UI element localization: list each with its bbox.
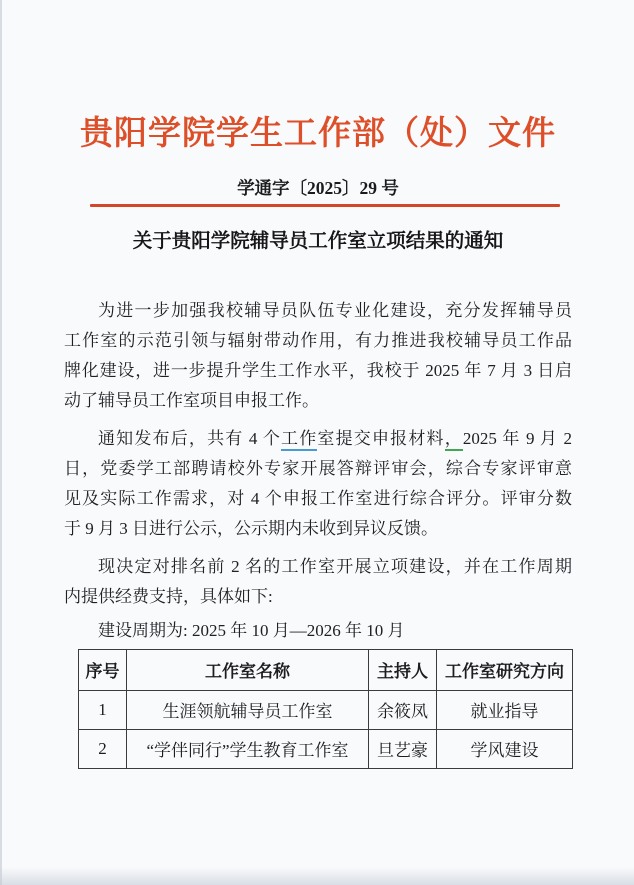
document-content — [0, 113, 634, 769]
text-segment: 通知发布后，共有 4 个 — [98, 428, 282, 448]
header-divider-rule — [90, 204, 560, 207]
text-segment: 2025 年 9 月 2 — [462, 428, 573, 448]
results-table — [78, 649, 573, 769]
table-cell-host: 余筱凤 — [369, 690, 437, 729]
table-row — [79, 690, 573, 729]
table-header-row — [79, 649, 573, 690]
paragraph-2 — [64, 424, 572, 544]
table-header-cell-index: 序号 — [79, 649, 127, 690]
text-line: 内提供经费支持，具体如下: — [64, 586, 273, 606]
table-cell-host: 旦艺豪 — [369, 729, 437, 768]
table-row — [79, 729, 573, 768]
text-line: 现决定对排名前 2 名的工作室开展立项建设，并在工作周期 — [98, 556, 572, 576]
blue-underline-mark: 工作 — [281, 429, 317, 451]
document-body — [64, 296, 572, 646]
document-header-title: 贵阳学院学生工作部（处）文件 — [80, 116, 556, 152]
paragraph-3 — [64, 552, 572, 612]
table-cell-index: 1 — [79, 690, 127, 729]
table-cell-index: 2 — [79, 729, 127, 768]
text-line: 牌化建设，进一步提升学生工作水平，我校于 2025 年 7 月 3 日启 — [64, 360, 572, 380]
text-line: 动了辅导员工作室项目申报工作。 — [64, 390, 319, 410]
notice-title: 关于贵阳学院辅导员工作室立项结果的通知 — [132, 230, 504, 252]
table-header-cell-host: 主持人 — [369, 649, 437, 690]
text-line: 工作室的示范引领与辐射带动作用，有力推进我校辅导员工作品 — [64, 330, 572, 350]
text-line: 于 9 月 3 日进行公示，公示期内未收到异议反馈。 — [64, 518, 438, 538]
table-cell-studio-name: 生涯领航辅导员工作室 — [127, 690, 369, 729]
text-line: 日，党委学工部聘请校外专家开展答辩评审会，综合专家评审意 — [64, 458, 572, 478]
construction-period-line: 建设周期为: 2025 年 10 月—2026 年 10 月 — [98, 620, 405, 640]
text-line: 为进一步加强我校辅导员队伍专业化建设，充分发挥辅导员 — [98, 300, 572, 320]
paragraph-1 — [64, 296, 572, 416]
table-cell-research-direction: 学风建设 — [437, 729, 573, 768]
table-cell-research-direction: 就业指导 — [437, 690, 573, 729]
table-cell-studio-name: “学伴同行”学生教育工作室 — [127, 729, 369, 768]
text-line: 见及实际工作需求，对 4 个申报工作室进行综合评分。评审分数 — [64, 488, 572, 508]
document-number: 学通字〔2025〕29 号 — [237, 178, 399, 198]
table-header-cell-studio-name: 工作室名称 — [127, 649, 369, 690]
green-underline-mark: ， — [445, 429, 463, 451]
text-line-with-proof-marks — [64, 424, 572, 454]
table-header-cell-research-direction: 工作室研究方向 — [437, 649, 573, 690]
text-segment: 室提交申报材料 — [317, 428, 445, 448]
